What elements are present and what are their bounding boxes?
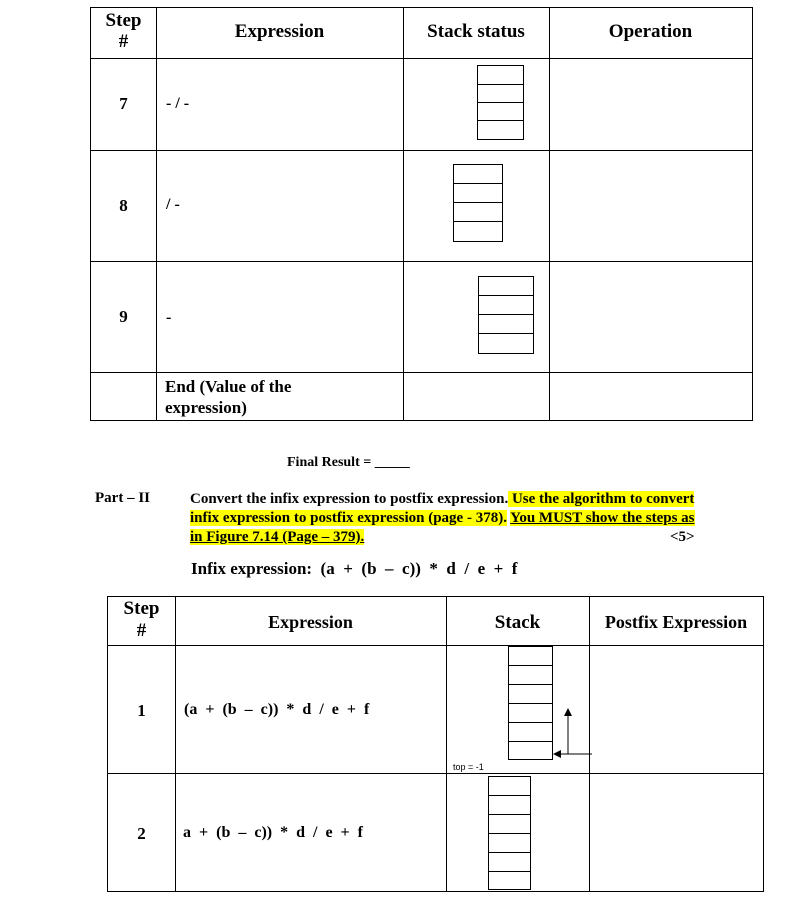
- part2-instructions: [190, 490, 740, 547]
- end-row-label: [165, 376, 291, 418]
- expression-cell: a + (b – c)) * d / e + f: [183, 824, 363, 841]
- top-label: top = -1: [453, 762, 484, 772]
- step-header-line1: Step: [123, 598, 160, 619]
- postfix-header: Postfix Expression: [604, 612, 748, 632]
- step-header-line2: #: [118, 31, 129, 52]
- expression-cell: - / -: [166, 95, 190, 112]
- expression-header: Expression: [268, 612, 353, 632]
- stack-header: Stack: [494, 612, 541, 633]
- expression-cell: -: [166, 309, 172, 326]
- step-number: 1: [137, 701, 146, 720]
- instruction-highlight: Use the algorithm to convert: [508, 491, 695, 507]
- step-number: 8: [119, 196, 128, 215]
- stack-diagram: [508, 646, 553, 760]
- stack-evaluation-table: [90, 7, 753, 421]
- instruction-highlight: infix expression to postfix expression (page - 378).: [190, 510, 507, 526]
- final-result: Final Result = _____: [287, 455, 410, 470]
- infix-expression: Infix expression: (a + (b – c)) * d / e + f: [191, 559, 518, 578]
- stack-diagram: [478, 276, 534, 354]
- end-row-line1: End (Value of the: [165, 377, 292, 396]
- step-number: 9: [119, 307, 128, 326]
- stack-diagram: [477, 65, 524, 140]
- expression-cell: (a + (b – c)) * d / e + f: [184, 701, 370, 718]
- expression-header: Expression: [234, 21, 325, 42]
- step-header: [91, 10, 156, 52]
- step-number: 2: [137, 824, 146, 843]
- expression-cell: / -: [166, 196, 180, 213]
- instruction-underline: You MUST show the steps as: [510, 510, 695, 526]
- stack-diagram: [453, 164, 503, 242]
- step-number: 7: [119, 94, 128, 113]
- instruction-text: Convert the infix expression to postfix expression.: [190, 491, 509, 507]
- end-row-line2: expression): [165, 398, 247, 417]
- step-header-line1: Step: [105, 10, 142, 31]
- instruction-end: .: [360, 529, 365, 545]
- top-pointer-arrow-icon: [548, 702, 593, 762]
- step-header-line2: #: [136, 620, 147, 641]
- instruction-underline: in Figure 7.14 (Page – 379): [190, 529, 361, 545]
- step-header: [108, 598, 175, 642]
- marks: <5>: [670, 529, 695, 545]
- stack-diagram: [488, 776, 531, 890]
- stack-status-header: Stack status: [427, 21, 525, 42]
- conversion-table: [107, 596, 764, 892]
- operation-header: Operation: [608, 21, 693, 42]
- part-label: Part – II: [95, 490, 150, 506]
